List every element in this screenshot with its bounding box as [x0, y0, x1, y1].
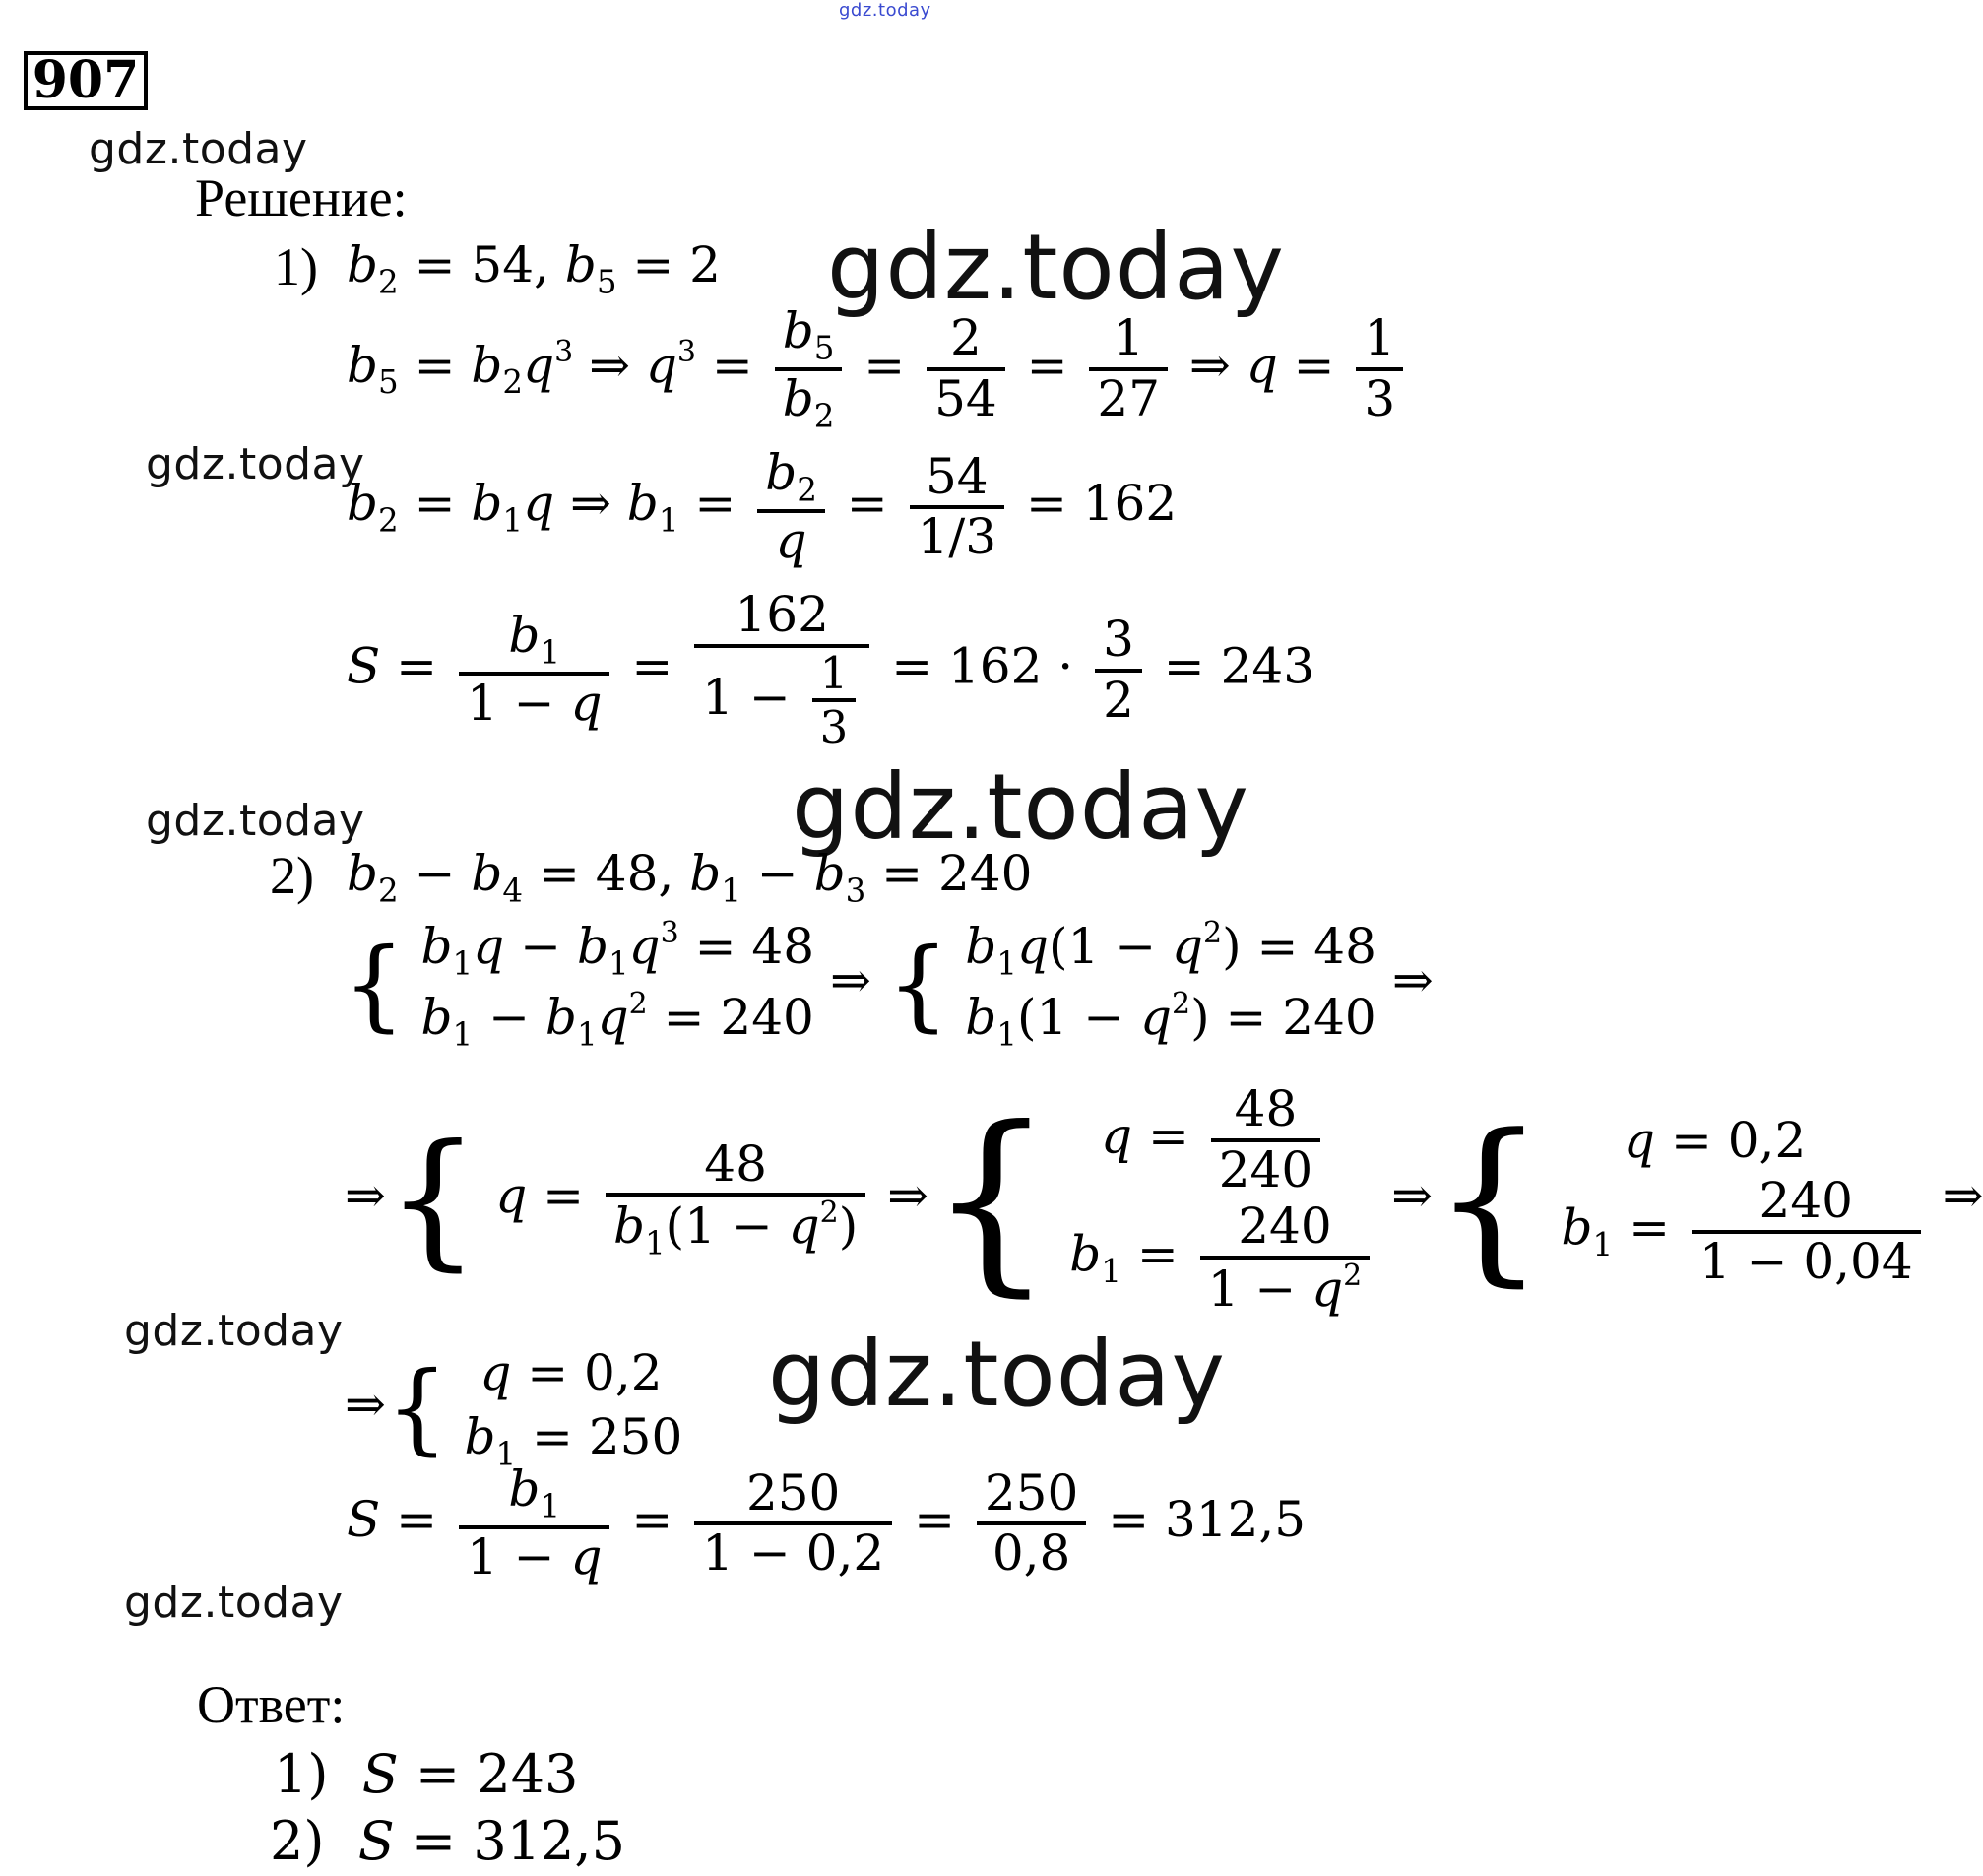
watermark: gdz.today — [827, 215, 1285, 320]
watermark: gdz.today — [124, 1578, 344, 1628]
part2-system-result: ⇒{ q = 0,2 $b_1 = 250$ — [345, 1344, 683, 1473]
watermark: gdz.today — [146, 439, 365, 489]
part1-line-S: S = $\frac{b_1}{1 - q}$ = 162 1 − $\frac{1}{3}$ = 162 · $\frac{3}{2}$ = 243 — [347, 586, 1315, 754]
part2-given: $b_2 - b_4 = 48$, $b_1 - b_3 = 240$ — [347, 845, 1033, 910]
part2-line-S: S = $\frac{b_1}{1 - q}$ = $\frac{250}{1 - 0,2}$ = $\frac{250}{0,8}$ = 312,5 — [347, 1460, 1307, 1585]
part2-systems-row2: ⇒{ q = $\frac{48}{b_1(1 - q^2)}$ ⇒{ q = $\frac{48}{240}$ $b_1$ = $\frac{240}{1 - q^2}$ ⇒{ q = 0,2 $b_1$ = $\frac{240}{1 - 0,04}$ ⇒ — [345, 1080, 1983, 1318]
watermark: gdz.today — [792, 754, 1249, 860]
part1-line-q: $b_5 = b_2q^3$ ⇒ $q^3$ = $\frac{b_5}{b_2}$ = $\frac{2}{54}$ = $\frac{1}{27}$ ⇒ q = $\frac{1}{3}$ — [347, 303, 1409, 435]
part2-systems-row1: { $b_1q - b_1q^3 = 48$ $b_1 - b_1q^2 = 240$ ⇒ { $b_1q(1 - q^2) = 48$ $b_1(1 - q^2) = 240$ ⇒ — [343, 916, 1434, 1053]
answer-heading: Ответ: — [197, 1675, 346, 1734]
solution-heading: Решение: — [195, 168, 408, 227]
watermark: gdz.today — [124, 1306, 344, 1356]
watermark: gdz.today — [768, 1322, 1226, 1427]
problem-number: 907 — [24, 51, 148, 110]
part1-given: $b_2 = 54$, $b_5 = 2$ — [347, 236, 721, 301]
watermark-top: gdz.today — [839, 0, 931, 21]
part2-label: 2) — [270, 846, 314, 905]
watermark: gdz.today — [146, 796, 365, 846]
part1-label: 1) — [274, 237, 318, 296]
part1-line-b1: $b_2 = b_1q$ ⇒ $b_1$ = $\frac{b_2}{q}$ = $\frac{54}{1/3}$ = 162 — [347, 444, 1178, 569]
answer-item-1: 1) S = 243 — [274, 1743, 579, 1805]
watermark: gdz.today — [89, 124, 308, 174]
answer-item-2: 2) S = 312,5 — [270, 1810, 625, 1872]
